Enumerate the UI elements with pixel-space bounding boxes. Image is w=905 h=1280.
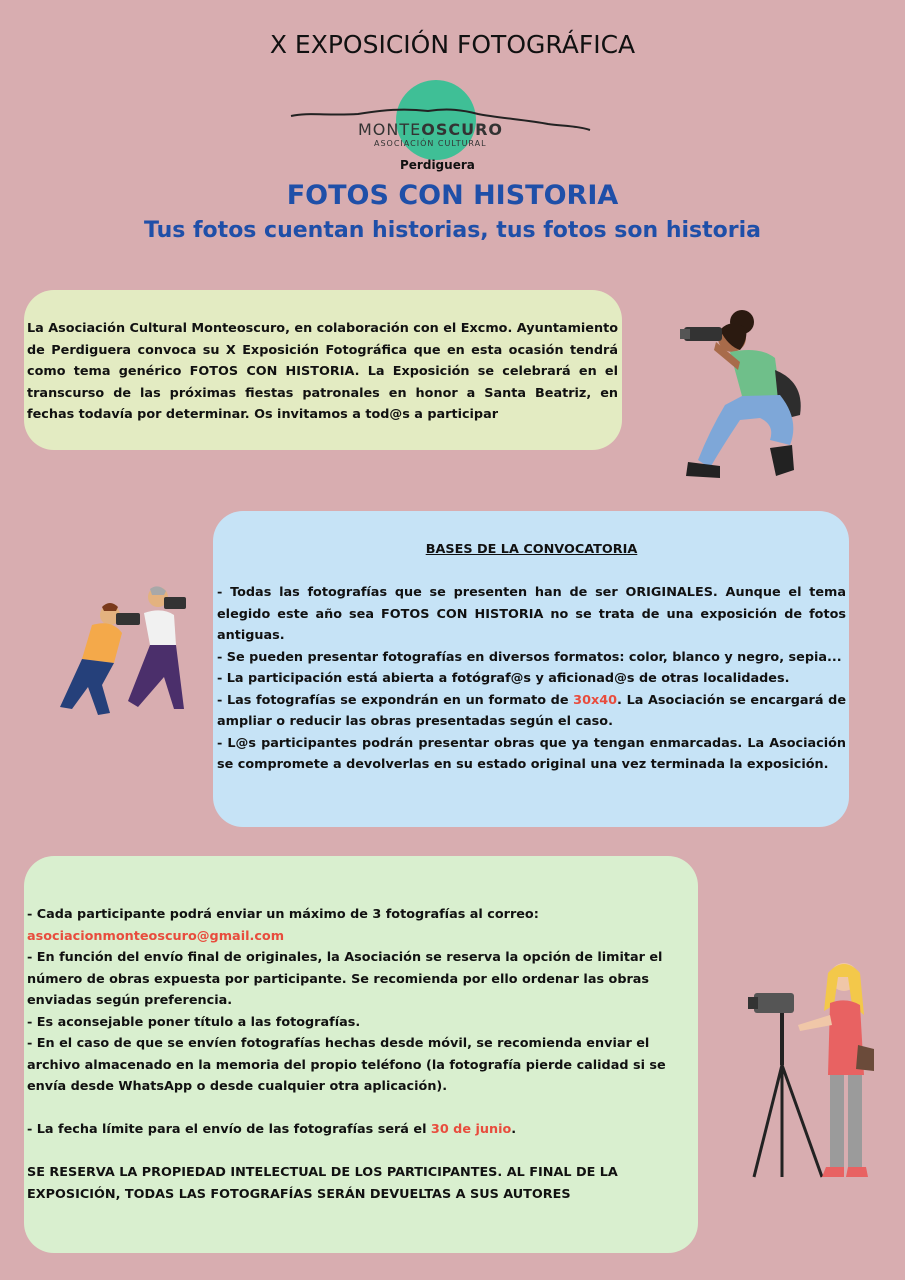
bases-item-4: - Las fotografías se expondrán en un formato de 30x40. La Asociación se encargará de ampliar o reducir las obras presentadas según el caso.	[217, 692, 846, 729]
rules-box	[24, 856, 698, 1253]
tripod-photographer-illustration	[748, 955, 883, 1185]
intro-text: La Asociación Cultural Monteoscuro, en colaboración con el Excmo. Ayuntamiento de Perdiguera convoca su X Exposición Fotográfica que en esta ocasión tendrá como tema genérico FOTOS CON HISTORIA. La Exposición se celebrará en el transcurso de las próximas fiestas patronales en honor a Santa Beatriz, en fechas todavía por determinar. Os invitamos a tod@s a participar	[27, 321, 618, 422]
contact-email[interactable]: asociacionmonteoscuro@gmail.com	[27, 928, 285, 944]
logo-town: Perdiguera	[400, 158, 475, 172]
two-photographers-illustration	[52, 585, 192, 725]
subheadline: Tus fotos cuentan historias, tus fotos son historia	[143, 218, 762, 243]
format-highlight: 30x40	[573, 692, 618, 708]
logo-subtitle: ASOCIACIÓN CULTURAL	[374, 139, 487, 148]
rules-item-1: - Cada participante podrá enviar un máximo de 3 fotografías al correo:	[27, 907, 539, 922]
headline: FOTOS CON HISTORIA	[286, 180, 619, 211]
rules-item-2: - En función del envío final de originales, la Asociación se reserva la opción de limitar el número de obras expuesta por participante. Se recomienda por ello ordenar las obras enviadas según preferencia.	[27, 950, 663, 1008]
rules-item-4: - En el caso de que se envíen fotografías hechas desde móvil, se recomienda enviar el archivo almacenado en la memoria del propio teléfono (la fotografía pierde calidad si se envía desde WhatsApp o desde cualquier otra aplicación).	[27, 1036, 666, 1094]
bases-item-2: - Se pueden presentar fotografías en diversos formatos: color, blanco y negro, sepia...	[217, 649, 842, 665]
bases-item-3: - La participación está abierta a fotógraf@s y aficionad@s de otras localidades.	[217, 671, 790, 686]
bases-item-1: - Todas las fotografías que se presenten han de ser ORIGINALES. Aunque el tema elegido este año sea FOTOS CON HISTORIA no se trata de una exposición de fotos antiguas.	[217, 585, 846, 643]
rules-item-3: - Es aconsejable poner título a las fotografías.	[27, 1014, 361, 1030]
footer-notice: SE RESERVA LA PROPIEDAD INTELECTUAL DE LOS PARTICIPANTES. AL FINAL DE LA EXPOSICIÓN, TODAS LAS FOTOGRAFÍAS SERÁN DEVUELTAS A SUS AUTORES	[27, 1165, 618, 1202]
deadline: - La fecha límite para el envío de las fotografías será el 30 de junio.	[27, 1122, 517, 1137]
bases-heading: BASES DE LA CONVOCATORIA	[425, 542, 638, 557]
exhibition-title: X EXPOSICIÓN FOTOGRÁFICA	[269, 30, 636, 59]
bases-item-5: - L@s participantes podrán presentar obras que ya tengan enmarcadas. La Asociación se compromete a devolverlas en su estado original una vez terminada la exposición.	[217, 735, 846, 772]
deadline-date: 30 de junio	[430, 1122, 512, 1137]
monteoscuro-logo	[288, 76, 593, 176]
bases-box	[213, 511, 849, 827]
intro-box	[24, 290, 622, 450]
crouching-photographer-illustration	[680, 300, 820, 485]
logo-name: MONTEOSCURO	[358, 120, 504, 139]
